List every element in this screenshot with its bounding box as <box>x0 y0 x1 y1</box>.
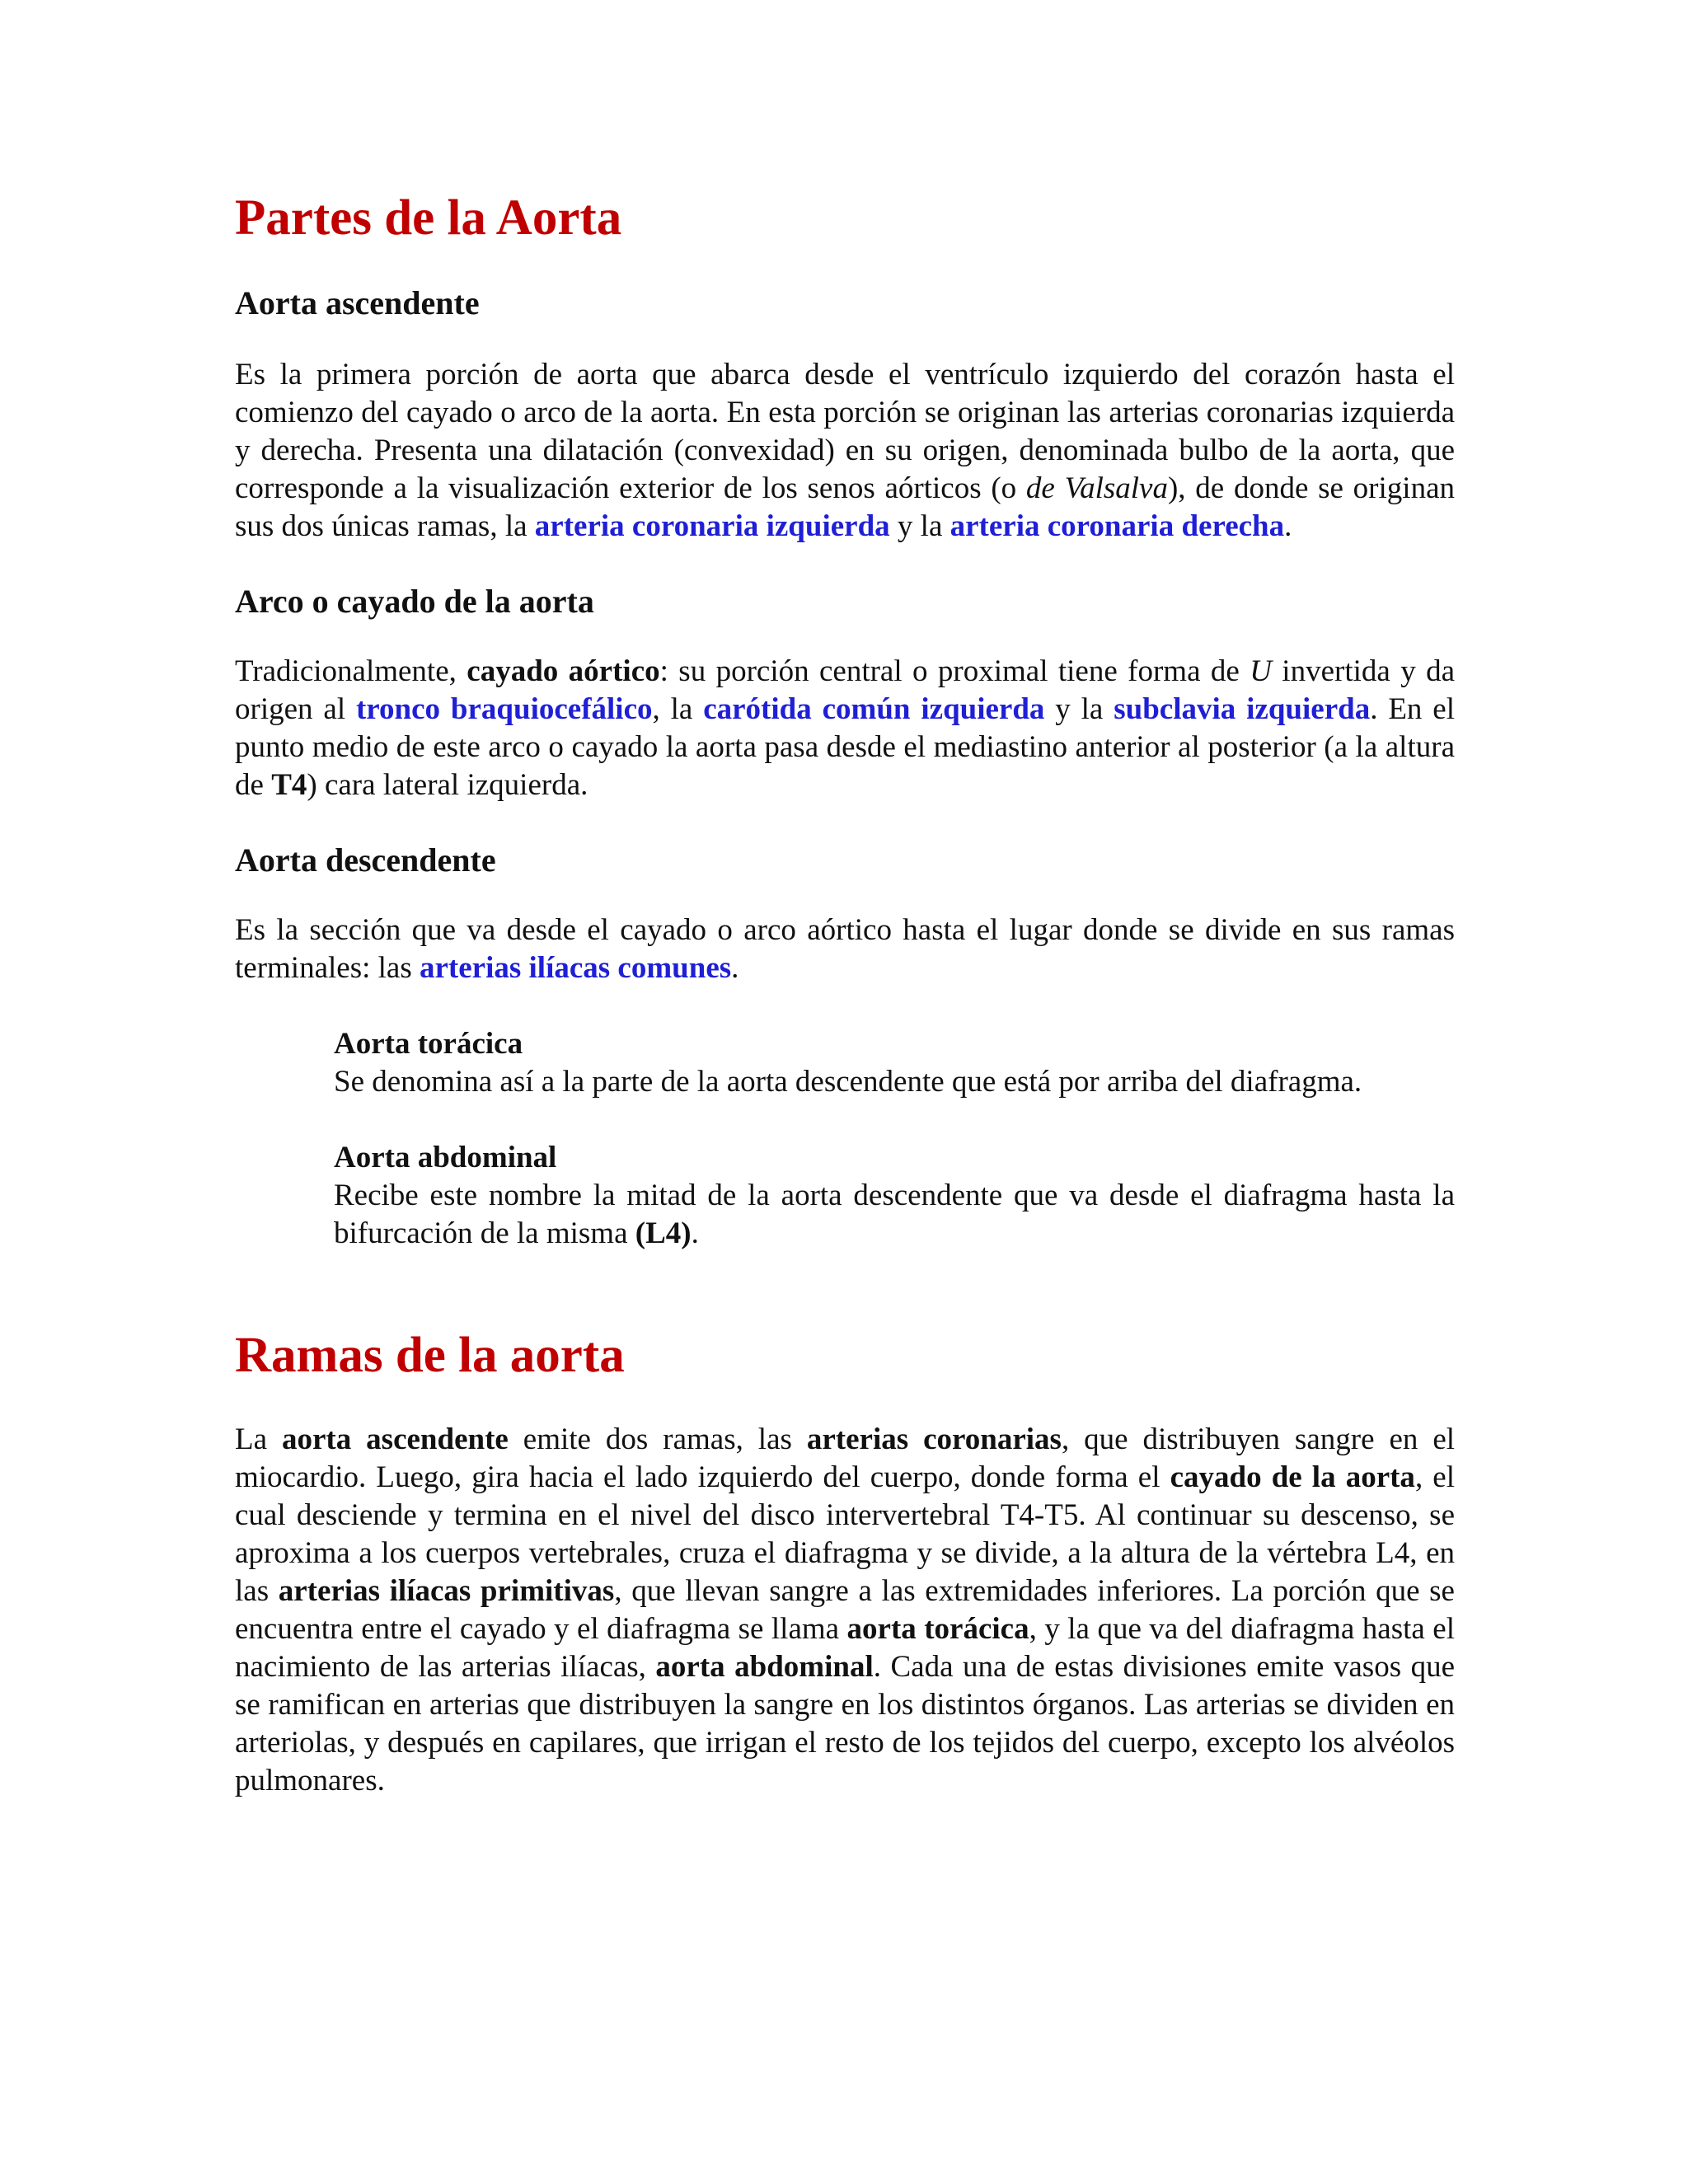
paragraph-aorta-toracica: Se denomina así a la parte de la aorta descendente que está por arriba del diafragma. <box>334 1065 1362 1099</box>
section-title-ramas: Ramas de la aorta <box>235 1328 625 1384</box>
paragraph-ramas-aorta: La aorta ascendente emite dos ramas, las arterias coronarias, que distribuyen sangre en el miocardio. Luego, gira hacia el lado izquierdo del cuerpo, donde forma el cayado de la aorta, el cual desciende y termina en el nivel del disco intervertebral T4-T5. Al continuar su descenso, se aproxima a los cuerpos vertebrales, cruza el diafragma y se divide, a la altura de la vértebra L4, en las arterias ilíacas primitivas, que llevan sangre a las extremidades inferiores. La porción que se encuentra entre el cayado y el diafragma se llama aorta torácica, y la que va del diafragma hasta el nacimiento de las arterias ilíacas, aorta abdominal. Cada una de estas divisiones emite vasos que se ramifican en arterias que distribuyen la sangre en los distintos órganos. Las arterias se dividen en arteriolas, y después en capilares, que irrigan el resto de los tejidos del cuerpo, excepto los alvéolos pulmonares. <box>235 1422 1456 1798</box>
link-arteria-coronaria-derecha[interactable]: arteria coronaria derecha <box>950 509 1285 544</box>
section-title-partes: Partes de la Aorta <box>235 190 622 246</box>
link-arterias-iliacas-comunes[interactable]: arterias ilíacas comunes <box>420 951 732 986</box>
heading-aorta-toracica: Aorta torácica <box>334 1027 523 1062</box>
subsection-aorta-toracica <box>334 1025 1455 1101</box>
paragraph-aorta-descendente: Es la sección que va desde el cayado o arco aórtico hasta el lugar donde se divide en sus ramas terminales: las arterias ilíacas comunes. <box>235 913 1455 986</box>
link-tronco-braquiocefalico[interactable]: tronco braquiocefálico <box>355 692 653 727</box>
subsection-aorta-abdominal <box>334 1139 1455 1253</box>
heading-arco-cayado: Arco o cayado de la aorta <box>235 583 594 621</box>
heading-aorta-descendente: Aorta descendente <box>235 841 496 879</box>
heading-aorta-ascendente: Aorta ascendente <box>235 284 480 322</box>
paragraph-arco-cayado: Tradicionalmente, cayado aórtico: su porción central o proximal tiene forma de U invertida y da origen al tronco braquiocefálico, la carótida común izquierda y la subclavia izquierda. En el punto medio de este arco o cayado la aorta pasa desde el mediastino anterior al posterior (a la altura de T4) cara lateral izquierda. <box>235 654 1456 803</box>
link-carotida-comun-izquierda[interactable]: carótida común izquierda <box>703 692 1045 727</box>
heading-aorta-abdominal: Aorta abdominal <box>334 1141 557 1175</box>
valsalva-italic: de Valsalva <box>1025 471 1168 506</box>
paragraph-aorta-abdominal: Recibe este nombre la mitad de la aorta descendente que va desde el diafragma hasta la bifurcación de la misma (L4). <box>334 1179 1455 1251</box>
document-page <box>235 190 1455 1800</box>
paragraph-aorta-ascendente: Es la primera porción de aorta que abarca desde el ventrículo izquierdo del corazón hasta el comienzo del cayado o arco de la aorta. En esta porción se originan las arterias coronarias izquierda y derecha. Presenta una dilatación (convexidad) en su origen, denominada bulbo de la aorta, que corresponde a la visualización exterior de los senos aórticos (o de Valsalva), de donde se originan sus dos únicas ramas, la arteria coronaria izquierda y la arteria coronaria derecha. <box>235 358 1455 544</box>
link-arteria-coronaria-izquierda[interactable]: arteria coronaria izquierda <box>534 509 890 544</box>
link-subclavia-izquierda[interactable]: subclavia izquierda <box>1114 692 1371 727</box>
